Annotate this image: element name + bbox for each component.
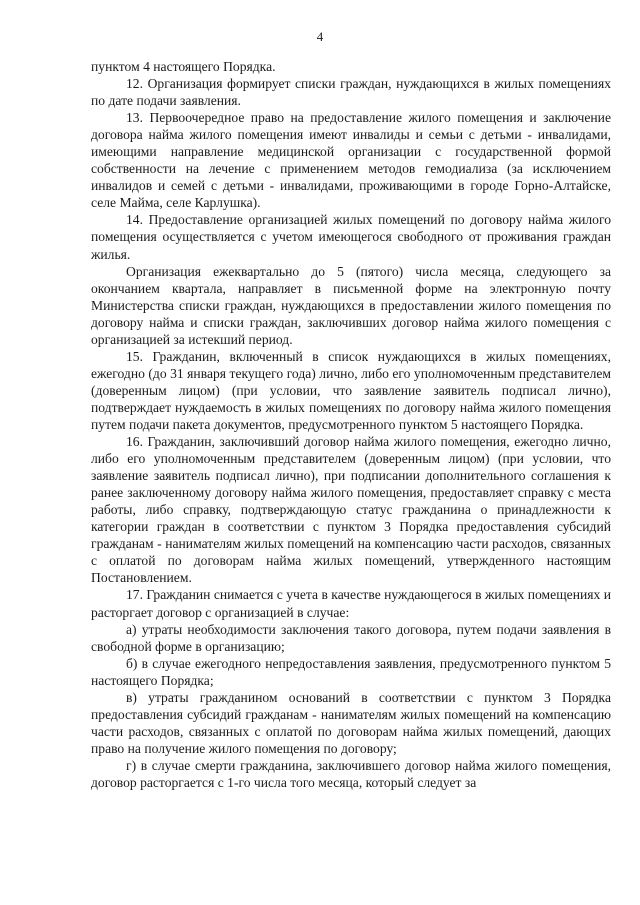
page-number: 4 xyxy=(316,29,324,44)
paragraph-17-item-g: г) в случае смерти гражданина, заключившего договор найма жилого помещения, договор расторгается с 1-го числа того месяца, который следует за xyxy=(91,757,611,790)
paragraph-17: 17. Гражданин снимается с учета в качестве нуждающегося в жилых помещениях и расторгает договор с организацией в случае: xyxy=(91,587,611,620)
paragraph-13: 13. Первоочередное право на предоставление жилого помещения и заключение договора найма жилого помещения имеют инвалиды и семьи с детьми - инвалидами, имеющими направление медицинской организации с государственной формой собственности на лечение с применением методов гемодиализа (за исключением инвалидов и семей с детьми - инвалидами, проживающими в городе Горно-Алтайске, селе Майма, селе Карлушка). xyxy=(91,110,611,211)
paragraph-14-quarterly-report: Организация ежеквартально до 5 (пятого) числа месяца, следующего за окончанием квартала, направляет в письменной форме на электронную почту Министерства списки граждан, нуждающихся в предоставлении жилого помещения по договору найма и списки граждан, заключивших договор найма жилого помещения с организацией за истекший период. xyxy=(91,263,611,347)
document-body xyxy=(91,58,611,791)
paragraph-17-item-b: б) в случае ежегодного непредоставления заявления, предусмотренного пунктом 5 настоящего Порядка; xyxy=(91,655,611,688)
paragraph-15: 15. Гражданин, включенный в список нуждающихся в жилых помещениях, ежегодно (до 31 января текущего года) лично, либо его уполномоченным представителем (доверенным лицом) (при условии, что заявление заявитель подписал лично), подтверждает нуждаемость в жилых помещениях по договору найма жилого помещения путем подачи пакета документов, предусмотренного пунктом 5 настоящего Порядка. xyxy=(91,348,611,432)
paragraph-14: 14. Предоставление организацией жилых помещений по договору найма жилого помещения осуществляется с учетом имеющегося свободного от проживания граждан жилья. xyxy=(91,212,611,262)
paragraph-17-item-v: в) утраты гражданином оснований в соответствии с пунктом 3 Порядка предоставления субсидий гражданам - нанимателям жилых помещений на компенсацию части расходов, связанных с оплатой по договорам найма жилых помещений, дающих право на получение жилого помещения по договору; xyxy=(91,689,611,756)
paragraph-17-item-a: а) утраты необходимости заключения такого договора, путем подачи заявления в свободной форме в организацию; xyxy=(91,621,611,654)
paragraph-16: 16. Гражданин, заключивший договор найма жилого помещения, ежегодно лично, либо его уполномоченным представителем (доверенным лицом) (при условии, что заявление заявитель подписал лично), при подписании дополнительного соглашения к ранее заключенному договору найма жилого помещения, предоставляет справку с места работы, либо справку, подтверждающую статус гражданина о принадлежности к категории граждан в соответствии с пунктом 3 Порядка предоставления субсидий гражданам - нанимателям жилых помещений на компенсацию части расходов, связанных с оплатой по договорам найма жилых помещений, утвержденного настоящим Постановлением. xyxy=(91,434,611,586)
paragraph-12: 12. Организация формирует списки граждан, нуждающихся в жилых помещениях по дате подачи заявления. xyxy=(91,76,611,109)
paragraph-continuation: пунктом 4 настоящего Порядка. xyxy=(91,59,276,74)
